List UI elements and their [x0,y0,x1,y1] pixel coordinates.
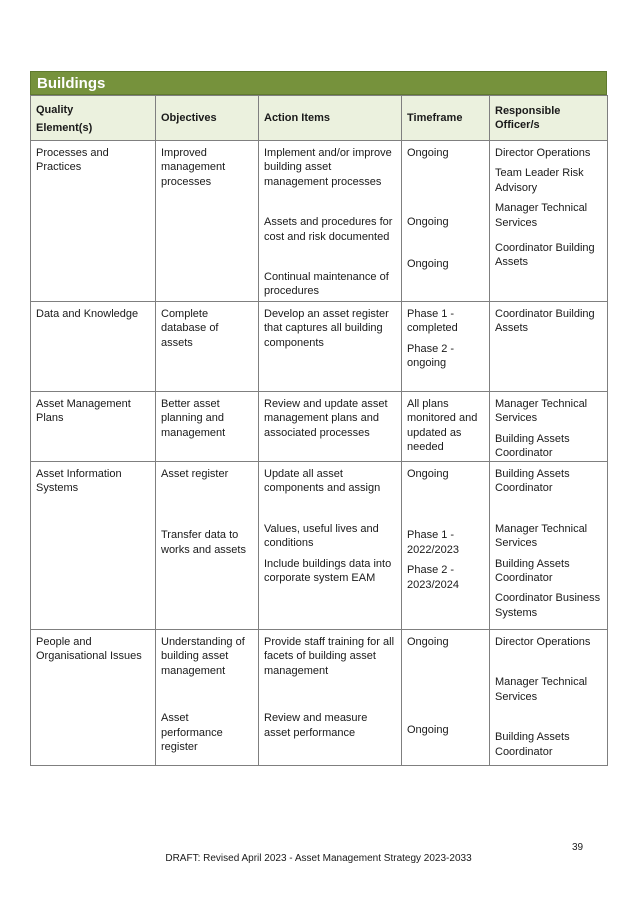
officer-text: Manager Technical Services [495,202,588,229]
cell-timeframe [402,392,490,462]
objective-text: Better asset planning and management [161,398,226,439]
quality-element-text: Asset Management Plans [36,398,131,425]
cell-objectives [156,392,259,462]
cell-responsible-officers [490,630,608,766]
cell-quality-element [31,630,156,766]
cell-objectives [156,462,259,630]
quality-element-text: Data and Knowledge [36,308,139,320]
timeframe-text: Phase 2 - 2023/2024 [407,564,459,591]
cell-action-items [259,630,402,766]
cell-objectives [156,141,259,302]
cell-responsible-officers [490,141,608,302]
section-title-banner: Buildings [30,71,607,95]
timeframe-text: Ongoing [407,636,449,648]
cell-quality-element [31,302,156,392]
officer-text: Coordinator Building Assets [495,308,595,335]
table-row [31,141,608,302]
timeframe-text: Phase 2 - ongoing [407,342,455,370]
cell-action-items [259,302,402,392]
cell-timeframe [402,141,490,302]
action-text: Provide staff training for all facets of building asset management [264,636,395,677]
action-text: Include buildings data into corporate system EAM [264,557,392,585]
timeframe-text: All plans monitored and updated as needed [407,398,478,454]
officer-text: Building Assets Coordinator [495,468,570,495]
table-row [31,302,608,392]
table-row [31,392,608,462]
header-action-items: Action Items [259,96,402,141]
header-quality-element [31,96,156,141]
action-text: Develop an asset register that captures all building components [264,308,389,349]
cell-timeframe [402,462,490,630]
page-number: 39 [572,842,584,853]
action-text: Review and update asset management plans and associated processes [264,398,388,439]
action-text: Update all asset components and assign [264,468,381,495]
cell-responsible-officers [490,462,608,630]
timeframe-text: Phase 1 - completed [407,308,458,335]
cell-action-items [259,462,402,630]
timeframe-text: Ongoing [407,147,449,159]
cell-quality-element [31,462,156,630]
objective-text: Understanding of building asset management [161,636,245,677]
timeframe-text: Phase 1 - 2022/2023 [407,529,459,556]
action-text: Assets and procedures for cost and risk documented [264,216,393,243]
objective-text: Complete database of assets [161,308,219,349]
officer-text: Building Assets Coordinator [495,731,570,758]
header-quality-element-label: Quality Element(s) [36,104,93,134]
table-header-row [31,96,608,141]
cell-action-items [259,392,402,462]
officer-text: Manager Technical Services [495,398,588,425]
action-text: Review and measure asset performance [264,712,368,739]
cell-quality-element [31,141,156,302]
objective-text: Improved management processes [161,147,226,188]
header-timeframe: Timeframe [402,96,490,141]
action-text: Continual maintenance of procedures [264,271,389,298]
objective-text: Asset register [161,468,229,480]
officer-text: Team Leader Risk Advisory [495,167,584,194]
objective-text: Transfer data to works and assets [161,529,246,556]
cell-objectives [156,630,259,766]
cell-timeframe [402,630,490,766]
officer-text: Building Assets Coordinator [495,432,570,460]
timeframe-text: Ongoing [407,724,449,737]
table-row [31,462,608,630]
header-objectives: Objectives [156,96,259,141]
timeframe-text: Ongoing [407,257,449,270]
timeframe-text: Ongoing [407,216,449,229]
cell-timeframe [402,302,490,392]
officer-text: Director Operations [495,147,591,159]
cell-quality-element [31,392,156,462]
quality-element-text: People and Organisational Issues [36,636,142,663]
officer-text: Director Operations [495,636,591,648]
officer-text: Manager Technical Services [495,676,588,703]
officer-text: Coordinator Building Assets [495,242,595,269]
action-text: Values, useful lives and conditions [264,522,379,550]
officer-text: Building Assets Coordinator [495,557,570,585]
cell-objectives [156,302,259,392]
quality-element-text: Asset Information Systems [36,468,122,495]
officer-text: Coordinator Business Systems [495,592,601,619]
page-footer: DRAFT: Revised April 2023 - Asset Management Strategy 2023-2033 [165,853,472,864]
cell-action-items [259,141,402,302]
cell-responsible-officers [490,302,608,392]
objective-text: Asset performance register [161,712,223,754]
action-text: Implement and/or improve building asset management processes [264,147,392,188]
officer-text: Manager Technical Services [495,522,588,550]
quality-element-text: Processes and Practices [36,147,109,174]
buildings-table [30,95,608,766]
cell-responsible-officers [490,392,608,462]
timeframe-text: Ongoing [407,468,449,480]
table-row [31,630,608,766]
header-responsible-officers: Responsible Officer/s [490,96,608,141]
